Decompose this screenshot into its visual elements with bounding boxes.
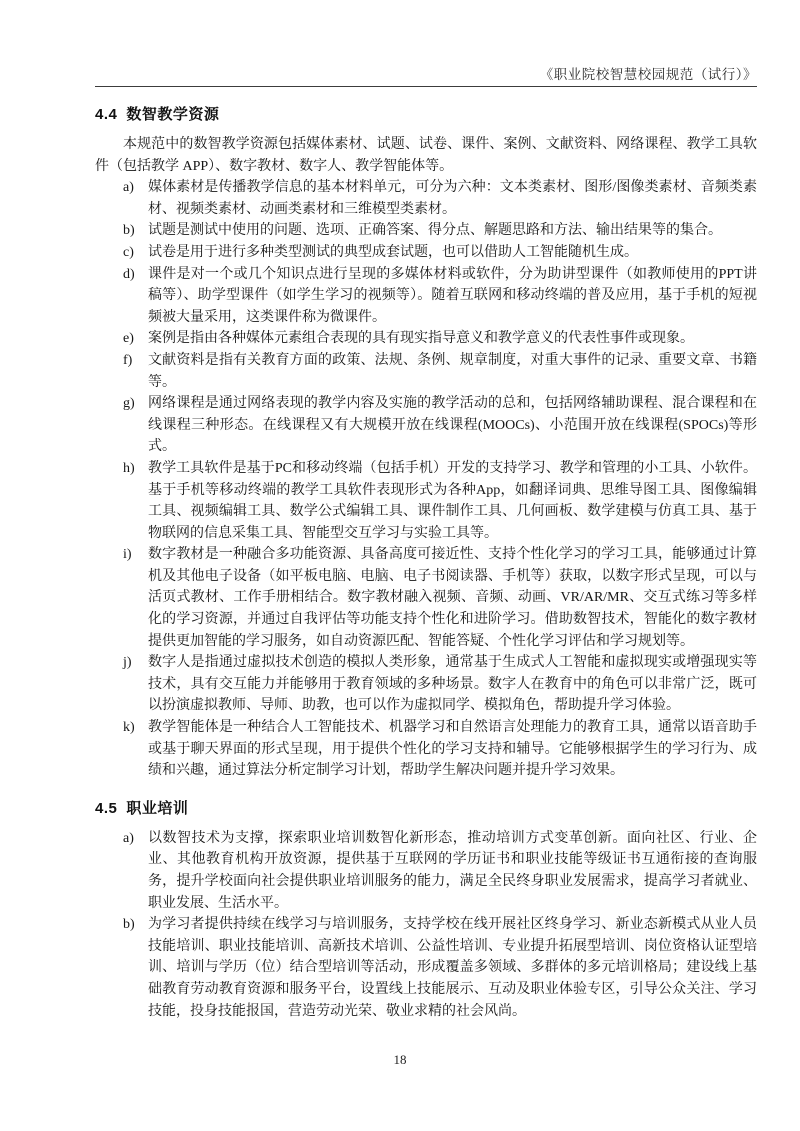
list-item	[95, 220, 757, 242]
list-item-text: 数字教材是一种融合多功能资源、具备高度可接近性、支持个性化学习的学习工具，能够通过计算机及其他电子设备（如平板电脑、电脑、电子书阅读器、手机等）获取，以数字形式呈现，可以与活页式教材、工作手册相结合。数字教材融入视频、音频、动画、VR/AR/MR、交互式练习等多样化的学习资源，并通过自我评估等功能支持个性化和进阶学习。借助数智技术，智能化的数字教材提供更加智能的学习服务，如自动资源匹配、智能答疑、个性化学习评估和学习规划等。	[148, 547, 757, 649]
list-item-label: g)	[123, 396, 135, 412]
item-list	[95, 828, 757, 1022]
list-item-text: 为学习者提供持续在线学习与培训服务，支持学校在线开展社区终身学习、新业态新模式从业人员技能培训、职业技能培训、高新技术培训、公益性培训、专业提升拓展型培训、岗位资格认证型培训、培训与学历（位）结合型培训等活动，形成覆盖多领域、多群体的多元培训格局；建设线上基础教育劳动教育资源和服务平台，设置线上技能展示、互动及职业体验专区，引导公众关注、学习技能，投身技能报国，营造劳动光荣、敬业求精的社会风尚。	[148, 917, 757, 1019]
list-item	[95, 177, 757, 220]
list-item-label: i)	[123, 547, 132, 563]
section-4-5	[95, 797, 757, 1022]
list-item	[95, 828, 757, 914]
list-item-text: 文献资料是指有关教育方面的政策、法规、条例、规章制度，对重大事件的记录、重要文章、书籍等。	[148, 352, 757, 390]
list-item-label: f)	[123, 352, 133, 368]
list-item-label: e)	[123, 331, 134, 347]
document-header	[95, 63, 757, 83]
list-item-label: d)	[123, 266, 135, 282]
list-item-label: b)	[123, 223, 135, 239]
section-number: 4.4	[95, 106, 118, 123]
list-item	[95, 544, 757, 652]
list-item-label: a)	[123, 180, 134, 196]
list-item-label: j)	[123, 655, 132, 671]
list-item-text: 以数智技术为支撑，探索职业培训数智化新形态，推动培训方式变革创新。面向社区、行业、企业、其他教育机构开放资源，提供基于互联网的学历证书和职业技能等级证书互通衔接的查询服务，提升学校面向社会提供职业培训服务的能力，满足全民终身职业发展需求，提高学习者就业、职业发展、生活水平。	[148, 830, 757, 911]
list-item-label: c)	[123, 244, 134, 260]
list-item-label: a)	[123, 830, 134, 846]
list-item-text: 数字人是指通过虚拟技术创造的模拟人类形象，通常基于生成式人工智能和虚拟现实或增强现实等技术，具有交互能力并能够用于教育领域的多种场景。数字人在教育中的角色可以非常广泛，既可以扮演虚拟教师、导师、助教，也可以作为虚拟同学、模拟角色，帮助提升学习体验。	[148, 655, 757, 714]
list-item	[95, 242, 757, 264]
section-intro: 本规范中的数智教学资源包括媒体素材、试题、试卷、课件、案例、文献资料、网络课程、教学工具软件（包括教学 APP）、数字教材、数字人、教学智能体等。	[95, 137, 757, 174]
list-item	[95, 393, 757, 458]
list-item	[95, 264, 757, 329]
header-title: 《职业院校智慧校园规范（试行）》	[539, 67, 757, 82]
list-item	[95, 652, 757, 717]
list-item	[95, 350, 757, 393]
list-item-text: 媒体素材是传播教学信息的基本材料单元，可分为六种：文本类素材、图形/图像类素材、音频类素材、视频类素材、动画类素材和三维模型类素材。	[148, 180, 757, 217]
section-4-4	[95, 103, 757, 782]
list-item-text: 课件是对一个或几个知识点进行呈现的多媒体材料或软件，分为助讲型课件（如教师使用的PPT讲稿等）、助学型课件（如学生学习的视频等）。随着互联网和移动终端的普及应用，基于手机的短视频被大量采用，这类课件称为微课件。	[148, 266, 757, 325]
list-item	[95, 717, 757, 782]
section-heading	[95, 797, 757, 818]
list-item-text: 网络课程是通过网络表现的教学内容及实施的教学活动的总和，包括网络辅助课程、混合课程和在线课程三种形态。在线课程又有大规模开放在线课程(MOOCs)、小范围开放在线课程(SPOCs)等形式。	[148, 396, 757, 455]
list-item-text: 试题是测试中使用的问题、选项、正确答案、得分点、解题思路和方法、输出结果等的集合。	[148, 223, 722, 239]
list-item-text: 教学工具软件是基于PC和移动终端（包括手机）开发的支持学习、教学和管理的小工具、小软件。基于手机等移动终端的教学工具软件表现形式为各种App，如翻译词典、思维导图工具、图像编辑工具、视频编辑工具、数学公式编辑工具、课件制作工具、几何画板、数学建模与仿真工具、基于物联网的信息采集工具、智能型交互学习与实验工具等。	[148, 460, 757, 541]
page-content	[95, 103, 757, 1022]
list-item	[95, 914, 757, 1022]
list-item-label: b)	[123, 917, 135, 933]
list-item-label: k)	[123, 720, 135, 736]
section-number: 4.5	[95, 799, 118, 817]
section-title: 职业培训	[126, 799, 189, 817]
list-item-label: h)	[123, 460, 135, 476]
list-item-text: 试卷是用于进行多种类型测试的典型成套试题，也可以借助人工智能随机生成。	[148, 244, 638, 260]
list-item	[95, 328, 757, 350]
list-item	[95, 458, 757, 544]
item-list	[95, 177, 757, 782]
section-title: 数智教学资源	[126, 106, 220, 123]
list-item-text: 教学智能体是一种结合人工智能技术、机器学习和自然语言处理能力的教育工具，通常以语音助手或基于聊天界面的形式呈现，用于提供个性化的学习支持和辅导。它能够根据学生的学习行为、成绩和兴趣，通过算法分析定制学习计划，帮助学生解决问题并提升学习效果。	[148, 720, 757, 779]
page-footer	[0, 1052, 800, 1068]
page-number: 18	[393, 1052, 407, 1067]
header-rule	[95, 86, 757, 87]
section-heading	[95, 103, 757, 124]
list-item-text: 案例是指由各种媒体元素组合表现的具有现实指导意义和教学意义的代表性事件或现象。	[148, 331, 694, 347]
